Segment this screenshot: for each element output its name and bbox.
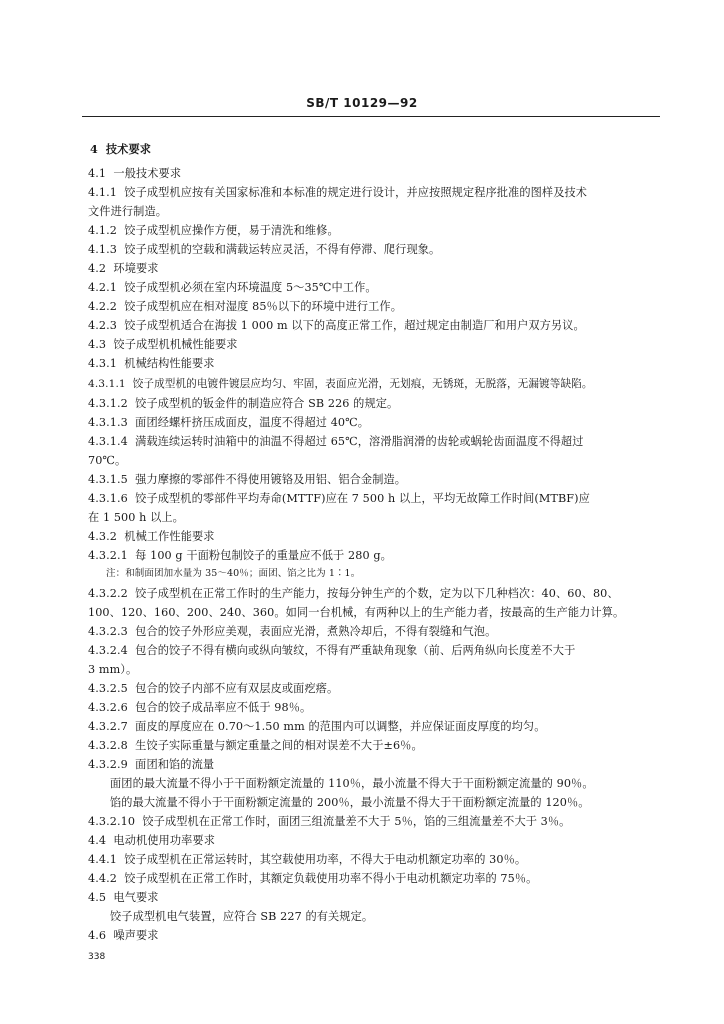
clause-line: 4.3.2.9 面团和馅的流量 <box>88 758 215 771</box>
clause-line: 4.2.2 饺子成型机应在相对湿度 85％以下的环境中进行工作。 <box>88 300 402 313</box>
clause-line: 4.3.2.3 包合的饺子外形应美观，表面应光滑，煮熟冷却后，不得有裂缝和气泡。 <box>88 625 497 638</box>
clause-line: 4.1.2 饺子成型机应操作方便，易于清洗和维修。 <box>88 224 339 237</box>
clause-line: 4.3.2.4 包合的饺子不得有横向或纵向皱纹，不得有严重缺角现象（前、后两角纵向长度差不大于 <box>88 644 576 657</box>
clause-line: 4.3.2.10 饺子成型机在正常工作时，面团三组流量差不大于 5％，馅的三组流量差不大于 3％。 <box>88 815 571 828</box>
clause-line: 4.4.1 饺子成型机在正常运转时，其空载使用功率，不得大于电动机额定功率的 30％。 <box>88 853 527 866</box>
clause-line: 馅的最大流量不得小于干面粉额定流量的 200％，最小流量不得大于干面粉额定流量的 120％。 <box>110 796 590 809</box>
page-header: SB/T 10129—92 <box>306 96 418 110</box>
subsection-heading: 4.6 噪声要求 <box>88 929 159 942</box>
clause-line: 4.3.1.1 饺子成型机的电镀件镀层应均匀、牢固，表面应光滑，无划痕，无锈斑，无脱落，无漏镀等缺陷。 <box>88 378 593 390</box>
clause-line: 3 mm）。 <box>88 663 138 676</box>
page-number: 338 <box>88 952 106 962</box>
clause-line: 4.3.2.6 包合的饺子成品率应不低于 98％。 <box>88 701 312 714</box>
clause-line: 饺子成型机电气装置，应符合 SB 227 的有关规定。 <box>110 910 374 923</box>
subsection-heading: 4.2 环境要求 <box>88 262 159 275</box>
clause-line: 4.4.2 饺子成型机在正常工作时，其额定负载使用功率不得小于电动机额定功率的 75％。 <box>88 872 538 885</box>
clause-line: 4.2.1 饺子成型机必须在室内环境温度 5～35℃中工作。 <box>88 281 377 294</box>
header-rule <box>82 116 660 117</box>
note-line: 注：和制面团加水量为 35～40％；面团、馅之比为 1∶1。 <box>106 568 361 579</box>
subsection-heading: 4.3.1 机械结构性能要求 <box>88 357 215 370</box>
clause-line: 文件进行制造。 <box>88 205 168 218</box>
clause-line: 4.3.1.2 饺子成型机的钣金件的制造应符合 SB 226 的规定。 <box>88 397 399 410</box>
clause-line: 4.3.2.5 包合的饺子内部不应有双层皮或面疙瘩。 <box>88 682 339 695</box>
clause-line: 在 1 500 h 以上。 <box>88 511 184 524</box>
clause-line: 4.3.2.7 面皮的厚度应在 0.70～1.50 mm 的范围内可以调整，并应保证面皮厚度的均匀。 <box>88 720 546 733</box>
section-heading: 4 技术要求 <box>90 142 152 156</box>
clause-line: 4.3.1.6 饺子成型机的零部件平均寿命(MTTF)应在 7 500 h 以上，平均无故障工作时间(MTBF)应 <box>88 492 590 505</box>
clause-line: 4.3.2.8 生饺子实际重量与额定重量之间的相对误差不大于±6％。 <box>88 739 423 752</box>
clause-line: 4.3.2.1 每 100 g 干面粉包制饺子的重量应不低于 280 g。 <box>88 549 392 562</box>
clause-line: 4.3.1.5 强力摩擦的零部件不得使用镀铬及用铝、铝合金制造。 <box>88 473 407 486</box>
subsection-heading: 4.5 电气要求 <box>88 891 159 904</box>
subsection-heading: 4.4 电动机使用功率要求 <box>88 834 215 847</box>
clause-line: 4.3.1.3 面团经螺杆挤压成面皮，温度不得超过 40℃。 <box>88 416 370 429</box>
clause-line: 100、120、160、200、240、360。如同一台机械，有两种以上的生产能力者，按最高的生产能力计算。 <box>88 606 625 619</box>
clause-line: 4.3.2.2 饺子成型机在正常工作时的生产能力，按每分钟生产的个数，定为以下几种档次：40、60、80、 <box>88 587 619 600</box>
subsection-heading: 4.3.2 机械工作性能要求 <box>88 530 215 543</box>
subsection-heading: 4.3 饺子成型机机械性能要求 <box>88 338 238 351</box>
clause-line: 4.2.3 饺子成型机适合在海拔 1 000 m 以下的高度正常工作，超过规定由制造厂和用户双方另议。 <box>88 319 585 332</box>
clause-line: 4.1.1 饺子成型机应按有关国家标准和本标准的规定进行设计，并应按照规定程序批准的图样及技术 <box>88 186 588 199</box>
subsection-heading: 4.1 一般技术要求 <box>88 167 182 180</box>
clause-line: 4.1.3 饺子成型机的空载和满载运转应灵活，不得有停滞、爬行现象。 <box>88 243 441 256</box>
clause-line: 面团的最大流量不得小于干面粉额定流量的 110％，最小流量不得大于干面粉额定流量的 90％。 <box>110 777 594 790</box>
clause-line: 4.3.1.4 满载连续运转时油箱中的油温不得超过 65℃，溶滑脂润滑的齿轮或蜗轮齿面温度不得超过 <box>88 435 584 448</box>
clause-line: 70℃。 <box>88 454 127 467</box>
